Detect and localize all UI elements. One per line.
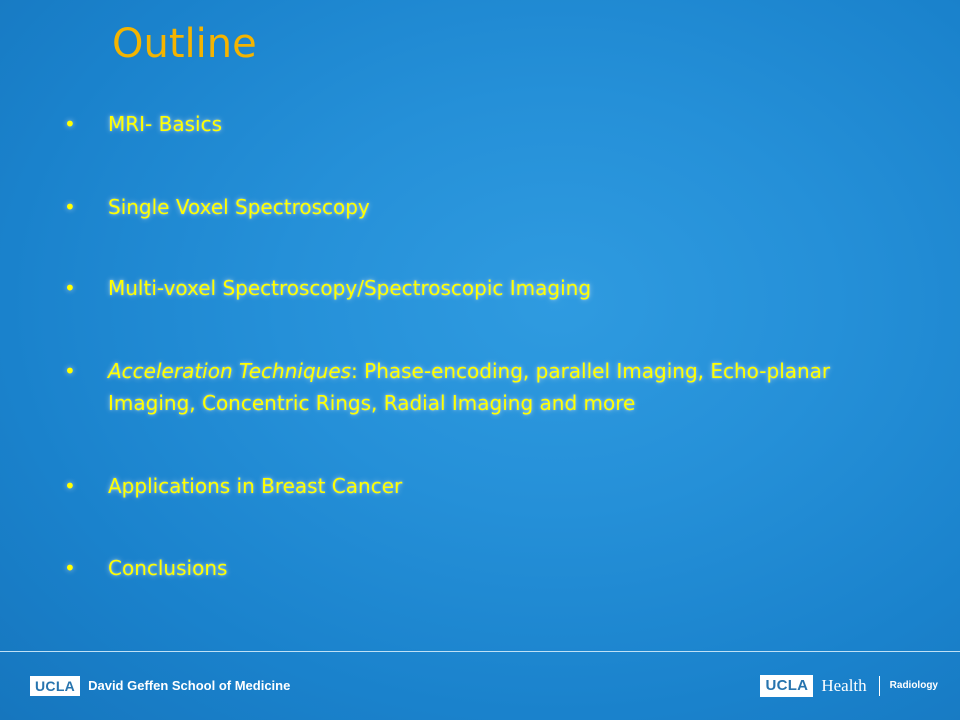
department-name: Radiology: [889, 680, 938, 691]
footer-health-logo: [760, 674, 938, 698]
logo-separator: [879, 676, 880, 696]
bullet-icon: •: [64, 474, 76, 498]
school-name: David Geffen School of Medicine: [88, 678, 291, 693]
outline-item-label: Multi-voxel Spectroscopy/Spectroscopic Imaging: [108, 276, 592, 300]
outline-item-label: Conclusions: [108, 556, 228, 580]
bullet-icon: •: [64, 276, 76, 300]
outline-item-label: Applications in Breast Cancer: [108, 474, 403, 498]
outline-item-label: MRI- Basics: [108, 112, 222, 136]
outline-item-rest: : Phase-encoding, parallel Imaging, Echo-planar Imaging, Concentric Rings, Radial Imaging and more: [108, 359, 831, 415]
ucla-logo: UCLA: [30, 676, 80, 696]
footer-school-logo: [30, 675, 290, 697]
health-wordmark: Health: [821, 676, 867, 695]
outline-item-emphasis: Acceleration Techniques: [108, 359, 352, 383]
footer-divider-line: [0, 651, 960, 652]
outline-item-label: Single Voxel Spectroscopy: [108, 195, 370, 219]
bullet-icon: •: [64, 195, 76, 219]
ucla-logo: UCLA: [760, 675, 813, 697]
outline-item-label: [108, 355, 848, 419]
bullet-icon: •: [64, 556, 76, 580]
bullet-icon: •: [64, 359, 76, 383]
slide-title: Outline: [112, 21, 257, 67]
bullet-icon: •: [64, 112, 76, 136]
